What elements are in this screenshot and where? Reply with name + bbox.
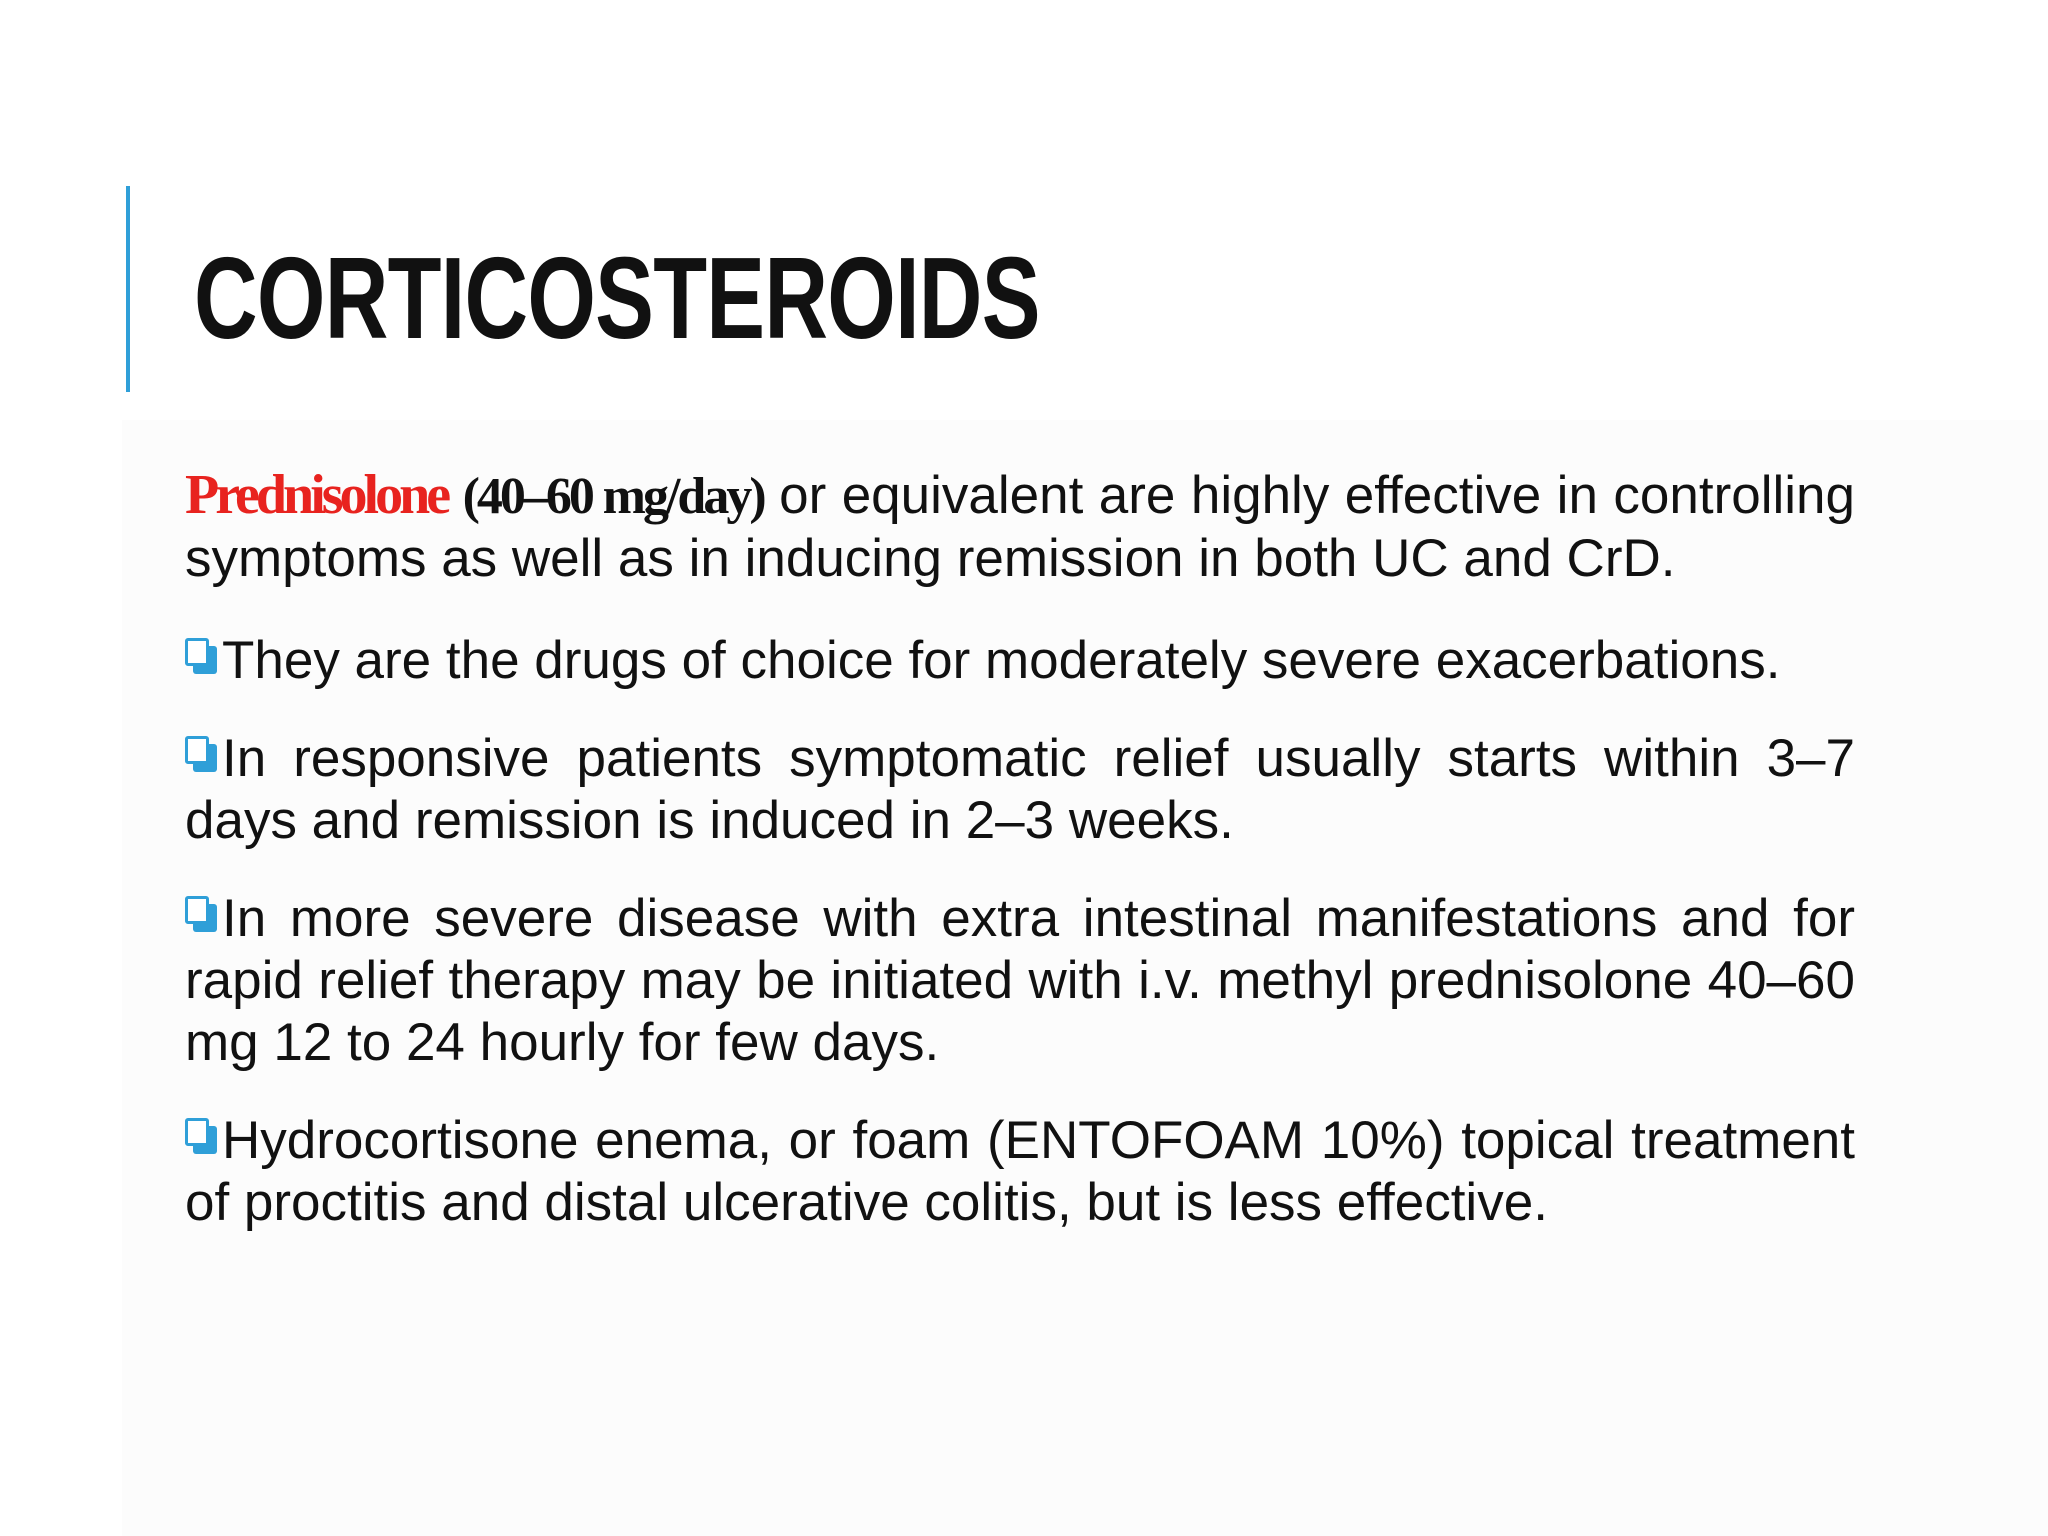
- bullet-item: [185, 888, 1855, 1074]
- intro-paragraph: [185, 464, 1855, 590]
- bullet-item: [185, 728, 1855, 852]
- square-bullet-icon: [185, 1118, 219, 1156]
- bullet-item: [185, 630, 1855, 692]
- bullet-text: In responsive patients symptomatic relief usually starts within 3–7 days and remission is induced in 2–3 weeks.: [185, 729, 1855, 850]
- bullet-text: In more severe disease with extra intestinal manifestations and for rapid relief therapy may be initiated with i.v. methyl prednisolone 40–60 mg 12 to 24 hourly for few days.: [185, 889, 1855, 1072]
- title-accent-bar: [126, 186, 130, 392]
- square-bullet-icon: [185, 638, 219, 676]
- bullet-text: They are the drugs of choice for moderately severe exacerbations.: [222, 631, 1781, 690]
- square-bullet-icon: [185, 896, 219, 934]
- bullet-text: Hydrocortisone enema, or foam (ENTOFOAM 10%) topical treatment of proctitis and distal ulcerative colitis, but is less effective.: [185, 1111, 1855, 1232]
- drug-name: Prednisolone: [185, 464, 448, 526]
- intro-text: or equivalent are highly effective in controlling symptoms as well as in inducing remission in both UC and CrD.: [185, 466, 1855, 588]
- slide-title: CORTICOSTEROIDS: [194, 233, 1040, 363]
- bullet-item: [185, 1110, 1855, 1234]
- drug-dose: (40–60 mg/day): [462, 468, 764, 525]
- square-bullet-icon: [185, 736, 219, 774]
- slide-body: [185, 464, 1855, 1270]
